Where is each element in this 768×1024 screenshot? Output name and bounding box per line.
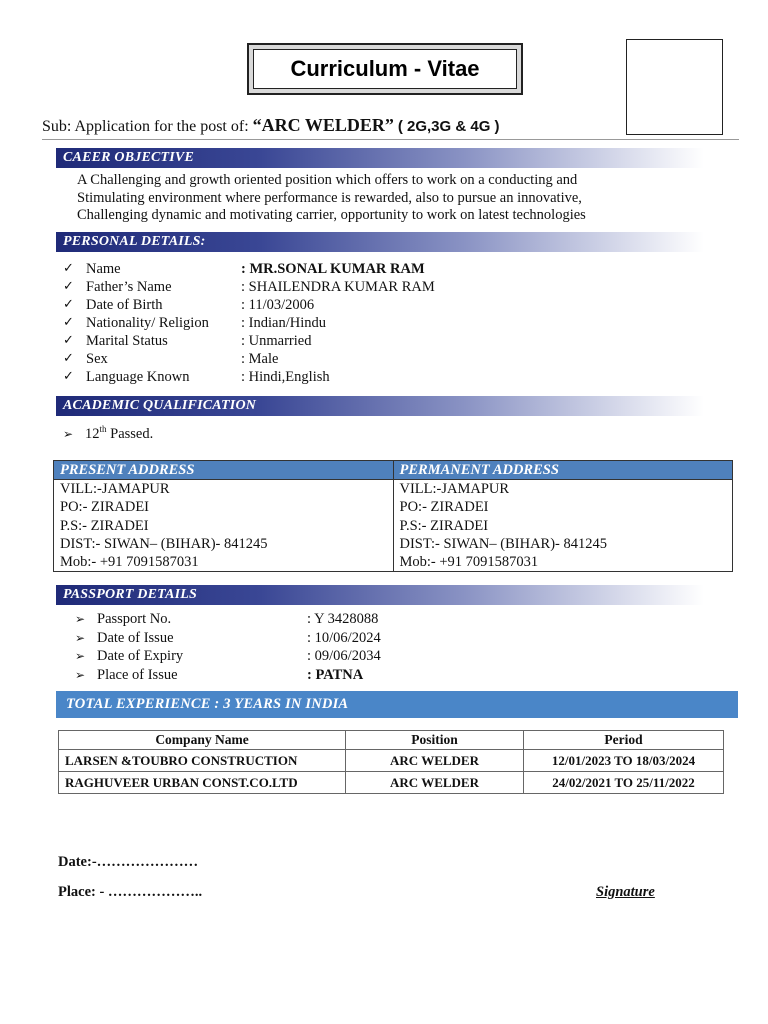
title-box [247,43,523,95]
personal-label: Name [86,261,121,277]
academic-number: 12 [85,425,100,442]
passport-label: Date of Expiry [97,648,184,665]
photo-placeholder [626,39,723,135]
personal-label: Language Known [86,369,190,385]
personal-value: : Unmarried [241,333,312,349]
check-mark-icon: ✓ [63,279,74,294]
check-mark-icon: ✓ [63,333,74,348]
personal-row-nationality [63,314,435,332]
address-line: P.S:- ZIRADEI [399,517,489,534]
section-personal-details: PERSONAL DETAILS: [56,232,738,252]
column-header: Position [346,731,524,750]
passport-row [75,666,381,685]
arrow-right-icon: ➢ [75,668,86,683]
passport-row [75,610,381,629]
subject-prefix: Sub: Application for the post of: [42,118,249,135]
passport-value: : PATNA [307,667,364,684]
personal-row-sex [63,350,435,368]
personal-value: : Hindi,English [241,369,330,385]
table-cell: ARC WELDER [346,772,524,794]
personal-row-name [63,260,435,278]
passport-row [75,647,381,666]
check-mark-icon: ✓ [63,297,74,312]
personal-label: Date of Birth [86,297,163,313]
place-line: Place: - ……………….. [58,884,203,900]
passport-details-list [75,610,381,685]
academic-text: Passed. [106,425,154,442]
personal-row-father [63,278,435,296]
divider [42,139,739,140]
section-career-objective: CAEER OBJECTIVE [56,148,738,168]
passport-value: : Y 3428088 [307,611,379,627]
objective-line: Stimulating environment where performance is rewarded, also to pursue an innovative, [77,189,582,206]
passport-label: Date of Issue [97,629,174,646]
personal-value: : Indian/Hindu [241,315,326,331]
personal-value: : SHAILENDRA KUMAR RAM [241,279,435,295]
column-header: Period [524,731,724,750]
section-academic-qualification: ACADEMIC QUALIFICATION [56,396,738,416]
table-row [59,772,724,794]
personal-details-list [63,260,435,386]
academic-item [63,424,153,443]
passport-label: Place of Issue [97,667,178,684]
passport-row [75,629,381,648]
personal-value: : MR.SONAL KUMAR RAM [241,261,425,277]
section-passport-details: PASSPORT DETAILS [56,585,738,605]
personal-label: Father’s Name [86,279,172,295]
personal-row-dob [63,296,435,314]
present-address-header: PRESENT ADDRESS [54,461,394,480]
check-mark-icon: ✓ [63,369,74,384]
experience-table [58,730,724,794]
personal-value: : 11/03/2006 [241,297,315,313]
career-objective-text [77,172,677,225]
passport-value: : 09/06/2034 [307,648,381,665]
column-header: Company Name [59,731,346,750]
address-line: Mob:- +91 7091587031 [399,554,539,571]
present-address [54,480,394,572]
address-line: VILL:-JAMAPUR [399,481,510,497]
address-line: VILL:-JAMAPUR [60,481,170,497]
personal-label: Sex [86,351,108,367]
passport-value: : 10/06/2024 [307,629,381,646]
table-cell: 12/01/2023 TO 18/03/2024 [524,750,724,772]
passport-label: Passport No. [97,611,172,627]
date-line: Date:-………………… [58,854,199,870]
subject-post: “ARC WELDER” [252,115,394,135]
check-mark-icon: ✓ [63,261,74,276]
arrow-right-icon: ➢ [63,426,74,441]
personal-value: : Male [241,351,279,367]
table-cell: ARC WELDER [346,750,524,772]
table-cell: 24/02/2021 TO 25/11/2022 [524,772,724,794]
table-cell: RAGHUVEER URBAN CONST.CO.LTD [59,772,346,794]
permanent-address [393,480,733,572]
table-row [59,750,724,772]
permanent-address-header: PERMANENT ADDRESS [393,461,733,480]
arrow-right-icon: ➢ [75,649,86,664]
table-cell: LARSEN &TOUBRO CONSTRUCTION [59,750,346,772]
personal-row-language [63,368,435,386]
document-title: Curriculum - Vitae [253,49,517,89]
check-mark-icon: ✓ [63,351,74,366]
address-line: PO:- ZIRADEI [60,499,150,516]
objective-line: A Challenging and growth oriented position which offers to work on a conducting and [77,172,578,188]
arrow-right-icon: ➢ [75,630,86,645]
total-experience-bar: TOTAL EXPERIENCE : 3 YEARS IN INDIA [56,691,738,718]
arrow-right-icon: ➢ [75,612,86,626]
signature-label: Signature [596,884,655,900]
address-line: Mob:- +91 7091587031 [60,554,199,571]
personal-label: Nationality/ Religion [86,315,209,331]
address-line: DIST:- SIWAN– (BIHAR)- 841245 [399,535,607,552]
personal-row-marital [63,332,435,350]
subject-grades: ( 2G,3G & 4G ) [397,118,500,135]
address-line: DIST:- SIWAN– (BIHAR)- 841245 [60,535,268,552]
check-mark-icon: ✓ [63,315,74,330]
personal-label: Marital Status [86,333,168,349]
academic-superscript: th [99,424,107,434]
address-line: P.S:- ZIRADEI [60,517,149,534]
objective-line: Challenging dynamic and motivating carrier, opportunity to work on latest technologies [77,207,586,223]
address-table [53,460,733,572]
subject-line [42,115,500,136]
address-line: PO:- ZIRADEI [399,499,489,516]
